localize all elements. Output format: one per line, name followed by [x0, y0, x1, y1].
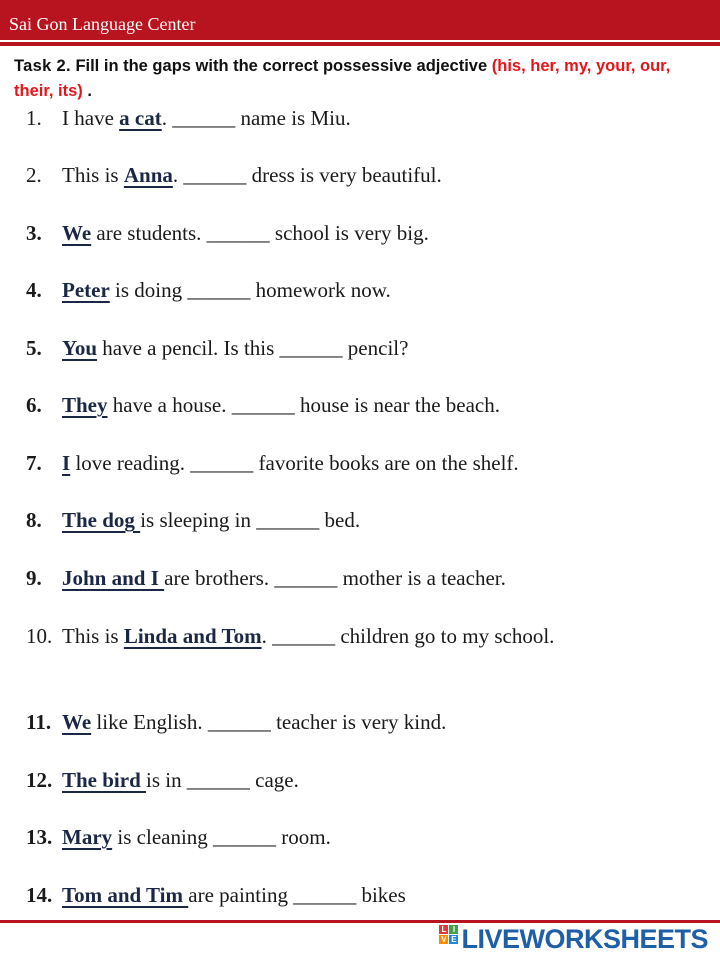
item-subject: You [62, 336, 98, 360]
exercise-item-12 [26, 766, 586, 794]
item-number: 8. [26, 508, 42, 532]
exercise-item-14 [26, 881, 586, 909]
exercise-item-11 [26, 708, 586, 736]
item-sentence [62, 506, 586, 534]
sentence-rest: are painting ______ bikes [188, 883, 406, 907]
task-label: Task 2. [14, 57, 71, 75]
header-bar [0, 0, 720, 42]
exercise-item-3 [26, 219, 586, 247]
sentence-start: I have [62, 106, 120, 130]
item-subject: Mary [62, 825, 113, 849]
item-subject: The bird [62, 768, 147, 792]
item-number: 10. [26, 624, 53, 648]
item-number: 3. [26, 221, 42, 245]
item-subject: John and I [62, 566, 165, 590]
item-number: 9. [26, 566, 42, 590]
task-instruction [14, 54, 704, 104]
exercise-item-10 [26, 622, 586, 650]
sentence-rest: is in ______ cage. [146, 768, 299, 792]
item-sentence [62, 161, 586, 189]
item-number: 11. [26, 710, 52, 734]
sentence-rest: . ______ name is Miu. [161, 106, 351, 130]
sentence-rest: have a pencil. Is this ______ pencil? [97, 336, 409, 360]
sentence-start: This is [62, 624, 124, 648]
item-subject: Anna [123, 163, 173, 187]
sentence-rest: is cleaning ______ room. [112, 825, 331, 849]
item-subject: a cat [119, 106, 162, 130]
item-sentence [62, 276, 586, 304]
sentence-rest: . ______ dress is very beautiful. [172, 163, 442, 187]
logo-letter: V [441, 934, 447, 944]
item-subject: We [62, 221, 92, 245]
sentence-rest: is sleeping in ______ bed. [140, 508, 361, 532]
liveworksheets-logo [439, 924, 708, 954]
exercise-item-8 [26, 506, 586, 534]
item-subject: We [62, 710, 92, 734]
item-sentence [62, 391, 586, 419]
item-number: 13. [26, 825, 53, 849]
item-subject: They [62, 393, 108, 417]
item-sentence [62, 449, 586, 477]
item-number: 14. [26, 883, 53, 907]
live-logo-icon [439, 925, 458, 954]
sentence-rest: is doing ______ homework now. [109, 278, 391, 302]
logo-letter: I [449, 925, 458, 934]
item-subject: Peter [62, 278, 110, 302]
item-number: 7. [26, 451, 42, 475]
exercise-item-9 [26, 564, 586, 592]
sentence-rest: have a house. ______ house is near the beach. [107, 393, 500, 417]
task-end: . [87, 82, 92, 100]
item-number: 1. [26, 106, 42, 130]
header-bottom-rule [0, 42, 720, 46]
exercise-item-13 [26, 823, 586, 851]
exercise-item-1 [26, 104, 586, 132]
logo-letter: L [439, 925, 448, 934]
item-number: 4. [26, 278, 42, 302]
item-sentence [62, 823, 586, 851]
sentence-rest: love reading. ______ favorite books are on the shelf. [70, 451, 519, 475]
task-choices: (his, her, my, your, our, their, its) [14, 57, 671, 100]
exercise-item-6 [26, 391, 586, 419]
item-sentence [62, 766, 586, 794]
sentence-start: This is [62, 163, 124, 187]
item-sentence [62, 334, 586, 362]
logo-letter: E [451, 934, 457, 944]
exercise-item-5 [26, 334, 586, 362]
item-sentence [62, 881, 586, 909]
task-text: Fill in the gaps with the correct possessive adjective [75, 57, 488, 75]
sentence-rest: like English. ______ teacher is very kind. [91, 710, 447, 734]
item-number: 2. [26, 163, 42, 187]
item-number: 5. [26, 336, 42, 360]
item-sentence [62, 219, 586, 247]
item-sentence [62, 622, 586, 650]
exercise-item-4 [26, 276, 586, 304]
footer-rule [0, 920, 720, 923]
item-sentence [62, 104, 586, 132]
item-number: 12. [26, 768, 53, 792]
item-subject: Linda and Tom [123, 624, 262, 648]
item-subject: I [62, 451, 71, 475]
item-subject: Tom and Tim [62, 883, 189, 907]
item-subject: The dog [62, 508, 141, 532]
exercise-item-2 [26, 161, 586, 189]
sentence-rest: are students. ______ school is very big. [91, 221, 429, 245]
exercise-item-7 [26, 449, 586, 477]
sentence-rest: . ______ children go to my school. [261, 624, 555, 648]
item-sentence [62, 708, 586, 736]
item-number: 6. [26, 393, 42, 417]
item-sentence [62, 564, 586, 592]
center-name: Sai Gon Language Center [9, 14, 196, 34]
sentence-rest: are brothers. ______ mother is a teacher. [164, 566, 506, 590]
logo-wordmark: LIVEWORKSHEETS [461, 924, 708, 954]
